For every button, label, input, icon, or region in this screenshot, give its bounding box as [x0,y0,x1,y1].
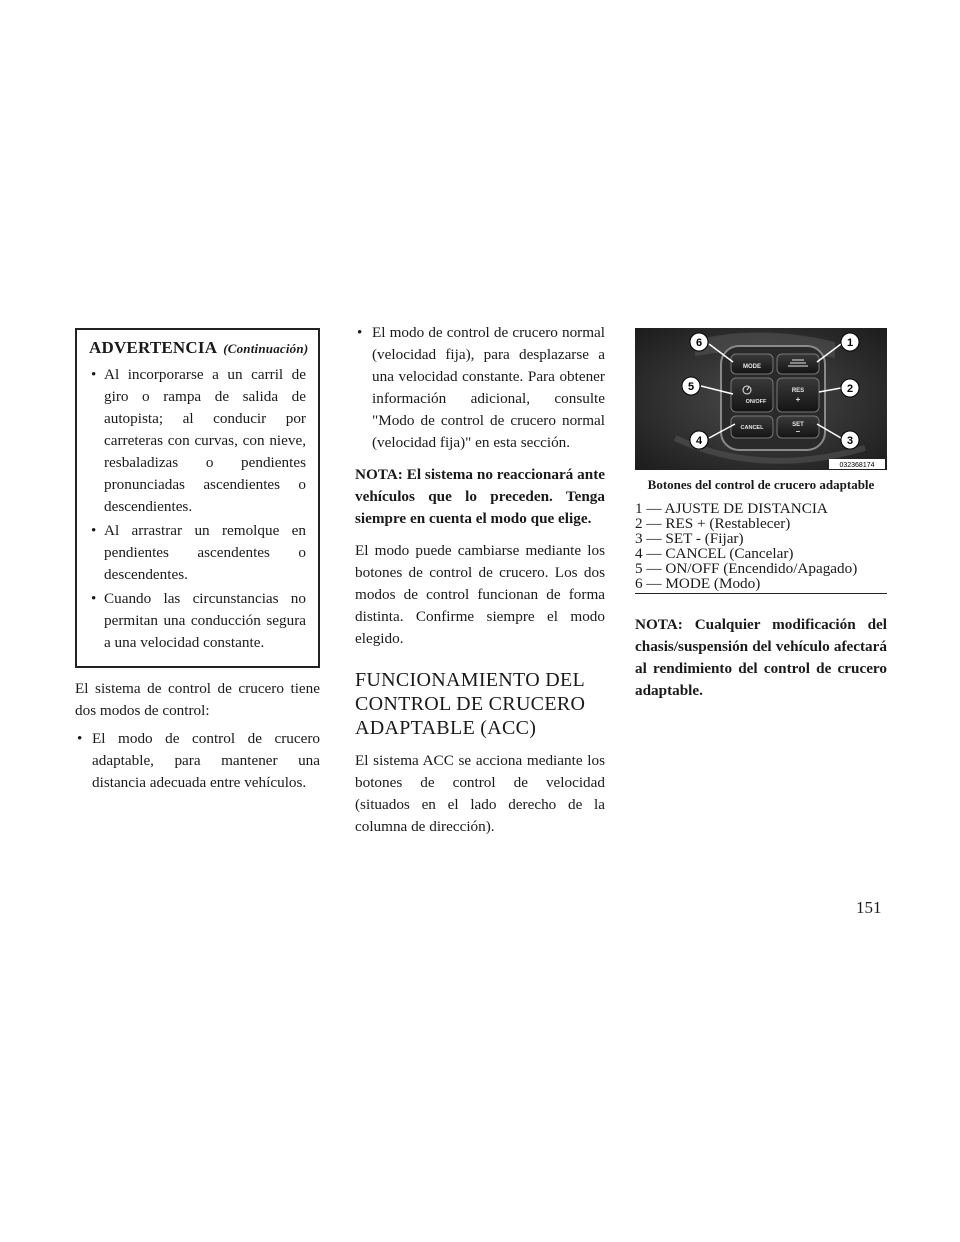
warning-box [75,328,320,668]
legend-item: 5 — ON/OFF (Encendido/Apagado) [635,560,858,577]
cruise-buttons-figure [635,328,887,470]
right-column [635,328,887,702]
set-minus-sign: – [795,427,801,436]
callout-1-label: 1 [846,337,854,349]
mode-button-label: MODE [743,364,761,370]
warning-item: • Al incorporarse a un carril de giro o rampa de salida de autopista; al conducir por carreteras con curvas, con nieve, resbaladizas o pendientes pronunciadas ascendientes o descendientes. [89,364,306,518]
modes-intro: El sistema de control de crucero tiene dos modos de control: [75,680,320,719]
res-plus-sign: + [795,395,801,404]
callout-5-label: 5 [687,381,695,393]
warning-item: • Al arrastrar un remolque en pendientes ascendentes o descendentes. [89,520,306,586]
res-button-label: RES [791,388,805,394]
cancel-button-label: CANCEL [740,425,764,431]
note-chassis: NOTA: Cualquier modificación del chasis/suspensión del vehículo afectará al rendimiento del control de crucero adaptable. [635,616,887,699]
callout-3-label: 3 [846,435,854,447]
note-vehicles: NOTA: El sistema no reaccionará ante vehículos que lo preceden. Tenga siempre en cuenta el modo que elige. [355,466,605,527]
callout-6-label: 6 [695,337,703,349]
page-number: 151 [856,898,882,917]
set-button-label: SET [792,422,804,428]
legend-item: 3 — SET - (Fijar) [635,530,744,547]
warning-title [89,338,309,358]
callout-2-label: 2 [846,383,854,395]
acc-paragraph: El sistema ACC se acciona mediante los botones de control de velocidad (situados en el lado derecho de la columna de dirección). [355,752,605,835]
modes-list [75,728,320,794]
callout-4-label: 4 [695,435,703,447]
modes-list-cont [355,322,605,454]
mode-change-paragraph: El modo puede cambiarse mediante los botones de control de crucero. Los dos modos de control funcionan de forma distinta. Confirme siempre el modo elegido. [355,542,605,647]
warning-list [89,364,306,654]
mode-item-normal: • El modo de control de crucero normal (velocidad fija), para desplazarse a una velocidad constante. Para obtener información adicional, consulte "Modo de control de crucero normal (velocidad fija)" en esta sección. [355,322,605,454]
legend-item: 6 — MODE (Modo) [635,575,761,592]
figure-caption: Botones del control de crucero adaptable [647,477,875,492]
section-heading: FUNCIONAMIENTO DEL CONTROL DE CRUCERO ADAPTABLE (ACC) [355,669,586,739]
legend-item: 2 — RES + (Restablecer) [635,515,791,532]
warning-continuation: (Continuación) [223,341,309,356]
middle-column [355,322,605,838]
image-code: 032368174 [839,462,875,469]
legend-item: 4 — CANCEL (Cancelar) [635,545,794,562]
figure-legend [635,501,887,594]
left-column [75,328,320,796]
warning-title-text: ADVERTENCIA [89,338,218,357]
steering-wheel-controls-image [635,328,887,470]
onoff-button-label: ON/OFF [745,399,767,405]
warning-item: • Cuando las circunstancias no permitan una conducción segura a una velocidad constante. [89,588,306,654]
mode-item-adaptive: • El modo de control de crucero adaptable, para mantener una distancia adecuada entre vehículos. [75,728,320,794]
legend-item: 1 — AJUSTE DE DISTANCIA [635,500,828,517]
